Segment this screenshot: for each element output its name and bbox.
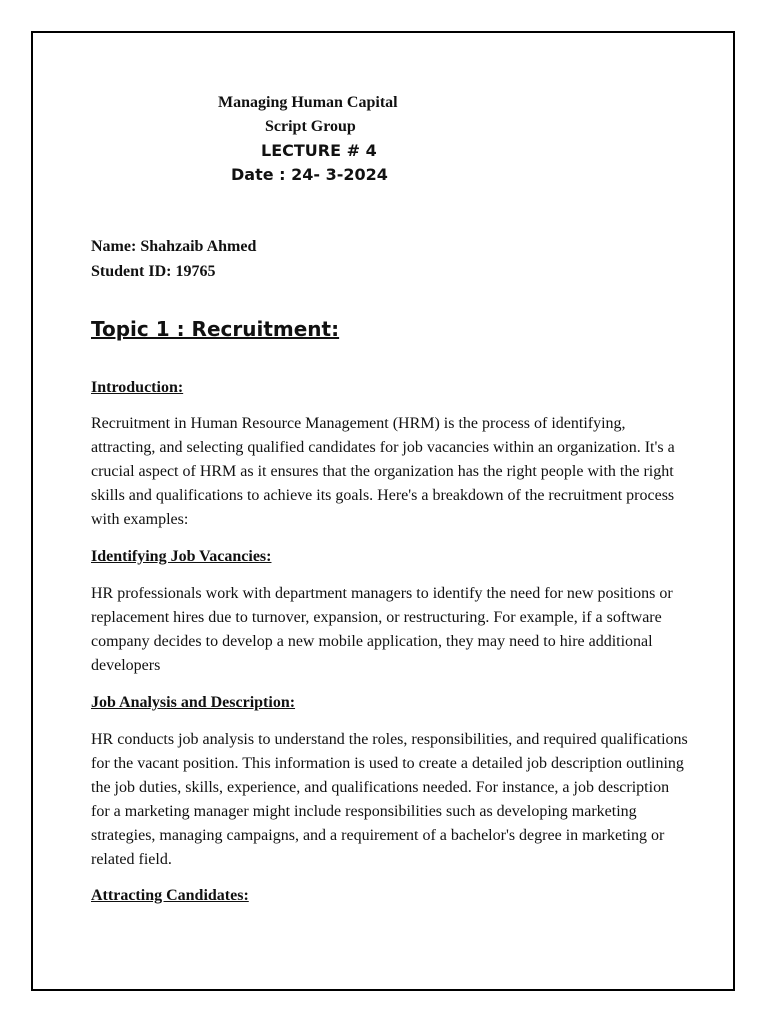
lecture-title: LECTURE # 4	[261, 141, 377, 160]
section-body-job-analysis: HR conducts job analysis to understand the roles, responsibilities, and required qualifications for the vacant position. This information is used to create a detailed job description outlining the job duties, skills, experience, and qualifications needed. For instance, a job description for a marketing manager might include responsibilities such as developing marketing strategies, managing campaigns, and a requirement of a bachelor's degree in marketing or related field.	[91, 731, 688, 868]
section-heading-attracting-candidates: Attracting Candidates:	[91, 887, 249, 904]
section-heading-introduction: Introduction:	[91, 379, 184, 396]
course-title: Managing Human Capital	[218, 94, 398, 111]
section-heading-identifying-job-vacancies: Identifying Job Vacancies:	[91, 548, 272, 565]
section-body-identifying-job-vacancies: HR professionals work with department managers to identify the need for new positions or replacement hires due to turnover, expansion, or restructuring. For example, if a software company decides to develop a new mobile application, they may need to hire additional developers	[91, 585, 673, 674]
topic-heading: Topic 1 : Recruitment:	[91, 317, 340, 341]
group-title: Script Group	[265, 118, 356, 135]
section-body-introduction: Recruitment in Human Resource Management (HRM) is the process of identifying, attracting, and selecting qualified candidates for job vacancies within an organization. It's a crucial aspect of HRM as it ensures that the organization has the right people with the right skills and qualifications to achieve its goals. Here's a breakdown of the recruitment process with examples:	[91, 415, 675, 528]
student-id: Student ID: 19765	[91, 263, 216, 280]
lecture-date: Date : 24- 3-2024	[231, 165, 388, 184]
section-heading-job-analysis: Job Analysis and Description:	[91, 694, 296, 711]
student-name: Name: Shahzaib Ahmed	[91, 238, 257, 255]
